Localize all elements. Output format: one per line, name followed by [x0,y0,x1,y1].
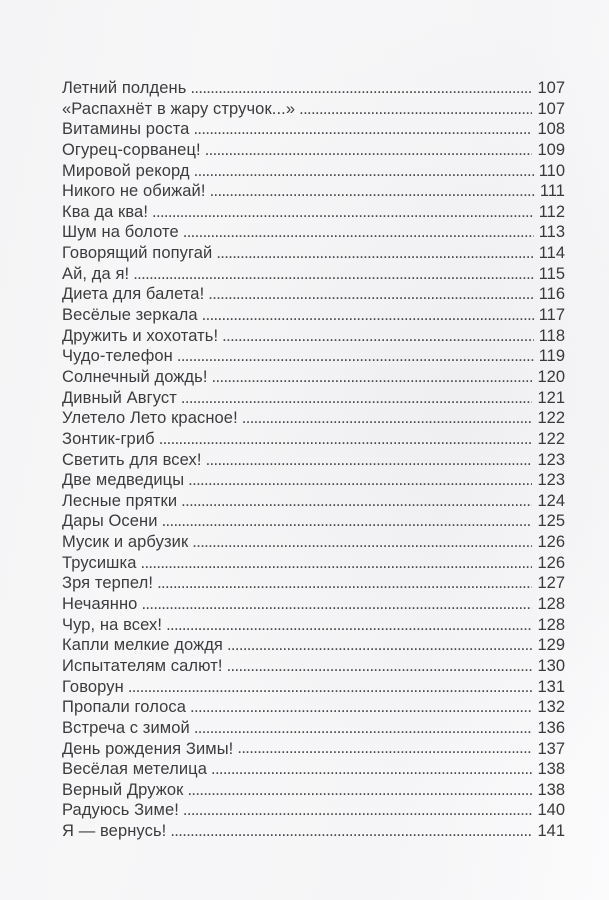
toc-entry [62,367,565,388]
toc-entry [62,656,565,677]
toc-entry-title: Чур, на всех! [62,615,163,634]
toc-entry-title: День рождения Зимы! [62,739,234,758]
toc-entry-page-number: 126 [537,553,565,572]
dot-leader [194,718,533,739]
toc-entry-title: Огурец-сорванец! [62,140,201,159]
toc-entry [62,119,565,140]
dot-leader [177,346,534,367]
dot-leader [216,243,533,264]
toc-entry [62,470,565,491]
toc-list [62,78,565,842]
toc-entry-title: «Распахнёт в жару стручок...» [62,99,296,118]
dot-leader [194,161,534,182]
toc-entry [62,573,565,594]
toc-entry [62,635,565,656]
dot-leader [170,821,532,842]
toc-entry-title: Лесные прятки [62,491,178,510]
toc-entry-page-number: 126 [537,533,565,552]
toc-entry-page-number: 111 [539,182,565,201]
toc-entry-page-number: 121 [537,388,565,407]
toc-entry-title: Радуюсь Зиме! [62,801,179,820]
toc-entry [62,161,565,182]
toc-entry-page-number: 138 [537,760,565,779]
toc-entry-title: Я — вернусь! [62,822,167,841]
toc-entry-title: Мировой рекорд [62,161,190,180]
toc-entry [62,821,565,842]
toc-entry [62,243,565,264]
toc-entry-page-number: 140 [537,801,565,820]
toc-entry [62,800,565,821]
toc-entry-title: Нечаянно [62,595,138,614]
dot-leader [208,284,533,305]
toc-entry-page-number: 132 [537,698,565,717]
toc-entry-title: Улетело Лето красное! [62,409,238,428]
toc-entry-page-number: 138 [537,780,565,799]
toc-entry [62,759,565,780]
toc-entry-page-number: 123 [537,450,565,469]
toc-entry [62,511,565,532]
toc-entry-title: Летний полдень [62,79,187,97]
toc-entry-title: Чудо-телефон [62,347,173,366]
toc-entry [62,181,565,202]
toc-entry-page-number: 112 [538,202,565,221]
dot-leader [159,429,533,450]
toc-entry-title: Диета для балета! [62,285,205,304]
toc-entry-title: Пропали голоса [62,698,187,717]
toc-entry-page-number: 130 [537,656,565,675]
toc-entry-title: Ай, да я! [62,264,130,283]
toc-entry-title: Встреча с зимой [62,718,190,737]
toc-entry-title: Дружить и хохотать! [62,326,219,345]
toc-entry-title: Дары Осени [62,512,158,531]
toc-entry-title: Говорящий попугай [62,244,213,263]
toc-entry-page-number: 131 [537,677,565,696]
dot-leader [157,573,532,594]
dot-leader [162,511,533,532]
toc-entry [62,346,565,367]
toc-entry [62,532,565,553]
dot-leader [211,759,532,780]
toc-entry-page-number: 141 [537,822,565,841]
toc-entry-title: Весёлая метелица [62,760,207,779]
dot-leader [181,491,532,512]
toc-entry [62,553,565,574]
toc-entry-title: Ква да ква! [62,202,149,221]
toc-entry-page-number: 123 [537,471,565,490]
toc-entry-page-number: 122 [537,429,565,448]
toc-entry-title: Солнечный дождь! [62,367,208,386]
toc-entry-page-number: 114 [538,244,565,263]
toc-entry-title: Витамины роста [62,120,190,139]
dot-leader [222,326,534,347]
toc-entry [62,202,565,223]
toc-entry-page-number: 107 [537,99,565,118]
dot-leader [190,78,532,99]
toc-entry-page-number: 129 [537,636,565,655]
dot-leader [193,119,532,140]
toc-entry-page-number: 128 [537,595,565,614]
dot-leader [140,553,532,574]
toc-entry-title: Капли мелкие дождя [62,636,223,655]
toc-entry-page-number: 127 [537,574,565,593]
toc-entry [62,697,565,718]
dot-leader [205,140,533,161]
toc-entry [62,677,565,698]
dot-leader [141,594,532,615]
toc-entry [62,594,565,615]
toc-entry-title: Дивный Август [62,388,177,407]
toc-entry-page-number: 118 [538,326,565,345]
toc-entry [62,305,565,326]
dot-leader [242,408,533,429]
toc-entry-title: Верный Дружок [62,780,184,799]
dot-leader [227,656,533,677]
toc-entry-page-number: 108 [537,120,565,139]
toc-entry-page-number: 107 [537,79,565,97]
toc-entry [62,429,565,450]
toc-entry [62,264,565,285]
dot-leader [210,181,535,202]
toc-entry [62,222,565,243]
toc-entry-page-number: 125 [537,512,565,531]
toc-entry [62,780,565,801]
toc-entry [62,718,565,739]
toc-entry [62,99,565,120]
dot-leader [152,202,534,223]
toc-entry-page-number: 116 [538,285,565,304]
dot-leader [183,222,534,243]
toc-entry-page-number: 110 [538,161,565,180]
toc-entry [62,739,565,760]
toc-entry-page-number: 120 [537,367,565,386]
toc-entry-title: Шум на болоте [62,223,179,242]
dot-leader [183,800,533,821]
toc-entry [62,615,565,636]
toc-entry-title: Весёлые зеркала [62,306,198,325]
toc-entry-title: Трусишка [62,553,137,572]
toc-entry-page-number: 113 [538,223,565,242]
toc-entry [62,78,565,99]
dot-leader [212,367,533,388]
toc-entry-title: Зонтик-гриб [62,429,155,448]
dot-leader [166,615,532,636]
toc-entry-page-number: 137 [537,739,565,758]
toc-entry [62,408,565,429]
dot-leader [299,99,532,120]
toc-entry-title: Зря терпел! [62,574,154,593]
dot-leader [227,635,533,656]
dot-leader [206,450,533,471]
toc-entry-title: Светить для всех! [62,450,202,469]
toc-entry-title: Испытателям салют! [62,656,223,675]
toc-entry-title: Говорун [62,677,124,696]
dot-leader [187,780,532,801]
toc-entry [62,284,565,305]
dot-leader [192,532,532,553]
toc-entry-page-number: 109 [537,140,565,159]
toc-entry-page-number: 136 [537,718,565,737]
toc-entry [62,326,565,347]
toc-entry-page-number: 124 [537,491,565,510]
toc-entry [62,491,565,512]
toc-entry-page-number: 128 [537,615,565,634]
dot-leader [202,305,534,326]
toc-entry-page-number: 119 [538,347,565,366]
toc-entry-page-number: 117 [538,306,565,325]
toc-entry [62,140,565,161]
dot-leader [237,739,532,760]
dot-leader [128,677,533,698]
toc-entry [62,450,565,471]
toc-entry-page-number: 122 [537,409,565,428]
toc-entry-title: Мусик и арбузик [62,533,189,552]
toc-entry-title: Никого не обижай! [62,182,206,201]
toc-entry-title: Две медведицы [62,471,185,490]
dot-leader [188,470,532,491]
toc-entry-page-number: 115 [538,264,565,283]
dot-leader [181,388,533,409]
toc-entry [62,388,565,409]
dot-leader [133,264,533,285]
dot-leader [190,697,532,718]
